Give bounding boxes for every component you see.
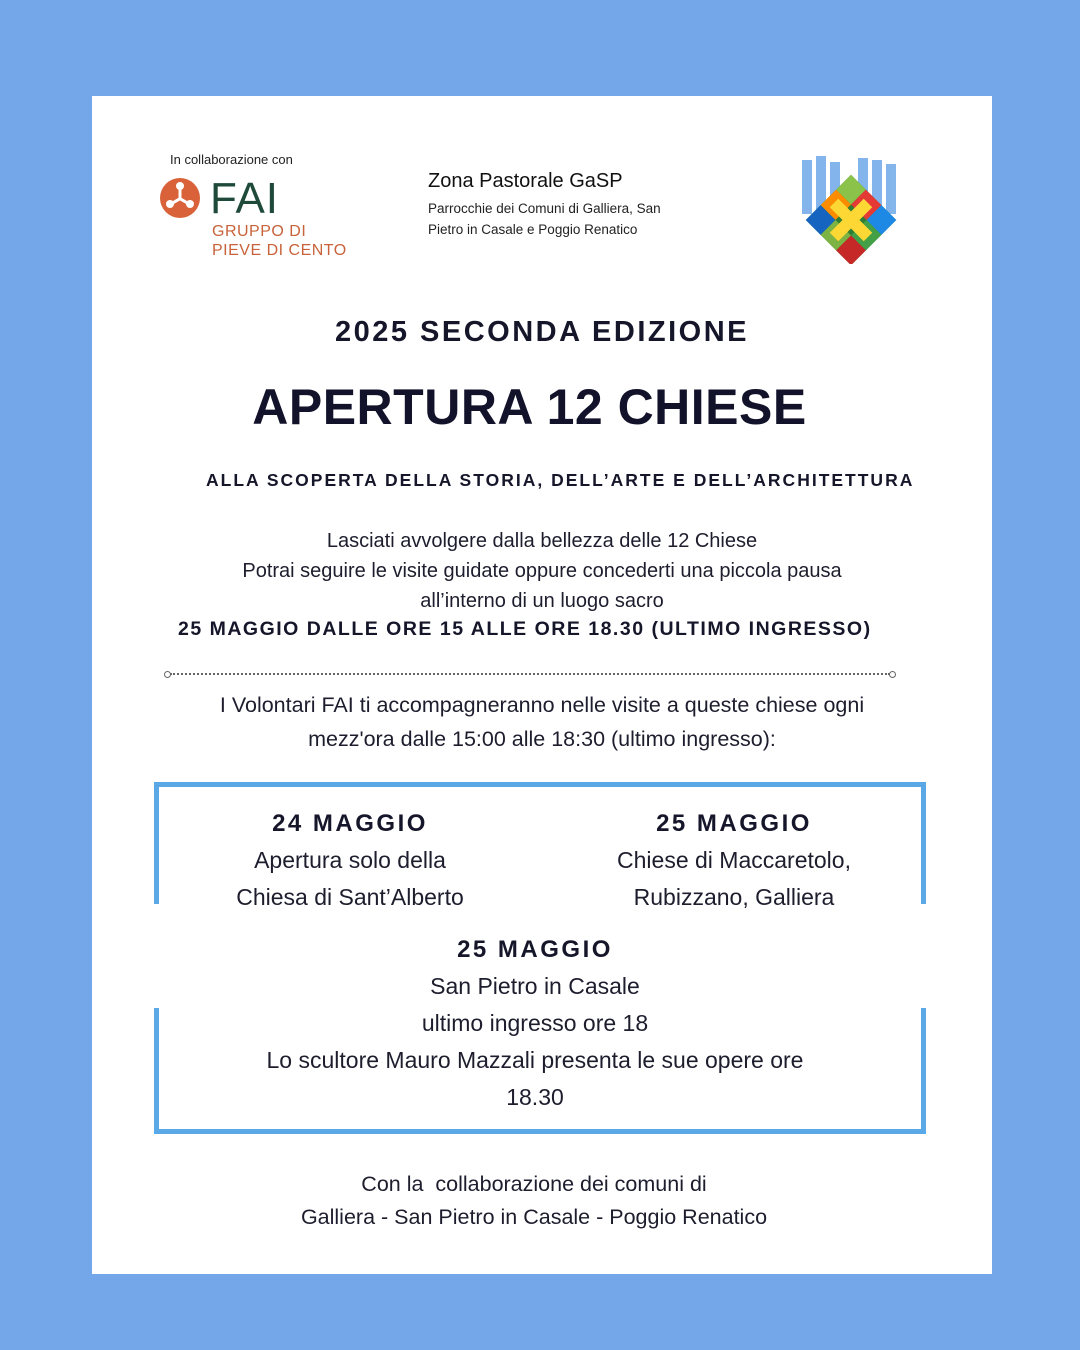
schedule-block-3 [210,932,860,1116]
schedule-desc-line: 18.30 [506,1084,564,1110]
intro-line-1: Lasciati avvolgere dalla bellezza delle 12 Chiese [326,530,758,552]
intro-line-3: all’interno di un luogo sacro [420,590,664,612]
volontari-line-2: mezz'ora dalle 15:00 alle 18:30 (ultimo ingresso): [308,727,776,751]
fai-wordmark: FAI [210,174,280,223]
volontari-line-1: I Volontari FAI ti accompagneranno nelle visite a queste chiese ogni [219,693,865,717]
schedule-desc-line: ultimo ingresso ore 18 [421,1010,649,1036]
footer-line-2: Galliera - San Pietro in Casale - Poggio Renatico [300,1205,768,1229]
schedule-day: 25 MAGGIO [457,936,613,963]
gasp-mosaic-icon [796,156,906,264]
schedule-desc-line: San Pietro in Casale [430,973,640,999]
intro-line-2: Potrai seguire le visite guidate oppure concederti una piccola pausa [242,560,842,582]
fai-emblem-icon [158,176,202,220]
footer-text [92,1168,976,1234]
page-subtitle: ALLA SCOPERTA DELLA STORIA, DELL’ARTE E DELL’ARCHITETTURA [206,470,915,490]
schedule-day: 24 MAGGIO [272,810,428,837]
poster-card [92,96,992,1274]
schedule-desc-line: Rubizzano, Galliera [633,884,835,910]
edition-heading: 2025 SECONDA EDIZIONE [334,316,750,348]
fai-group-line1: GRUPPO DI [212,223,307,240]
zona-title: Zona Pastorale GaSP [428,170,623,192]
schedule-desc-line: Lo scultore Mauro Mazzali presenta le sue opere ore [266,1047,804,1073]
date-line: 25 MAGGIO DALLE ORE 15 ALLE ORE 18.30 (ULTIMO INGRESSO) [178,618,872,640]
fai-group-line2: PIEVE DI CENTO [212,242,347,259]
collab-label: In collaborazione con [170,152,293,167]
schedule-day: 25 MAGGIO [656,810,812,837]
schedule-desc-line: Chiese di Maccaretolo, [617,847,851,873]
schedule-desc-line: Apertura solo della [254,847,446,873]
schedule-desc-line: Chiesa di Sant’Alberto [236,884,464,910]
fai-logo [158,174,358,264]
page-title: APERTURA 12 CHIESE [252,379,807,435]
footer-line-1: Con la collaborazione dei comuni di [361,1172,707,1196]
schedule-block-2 [574,806,894,916]
zona-subtitle: Parrocchie dei Comuni di Galliera, San Pietro in Casale e Poggio Renatico [428,201,661,237]
volontari-text [152,688,932,756]
intro-text [92,526,992,616]
schedule-block-1 [190,806,510,916]
dotted-divider [170,673,890,675]
